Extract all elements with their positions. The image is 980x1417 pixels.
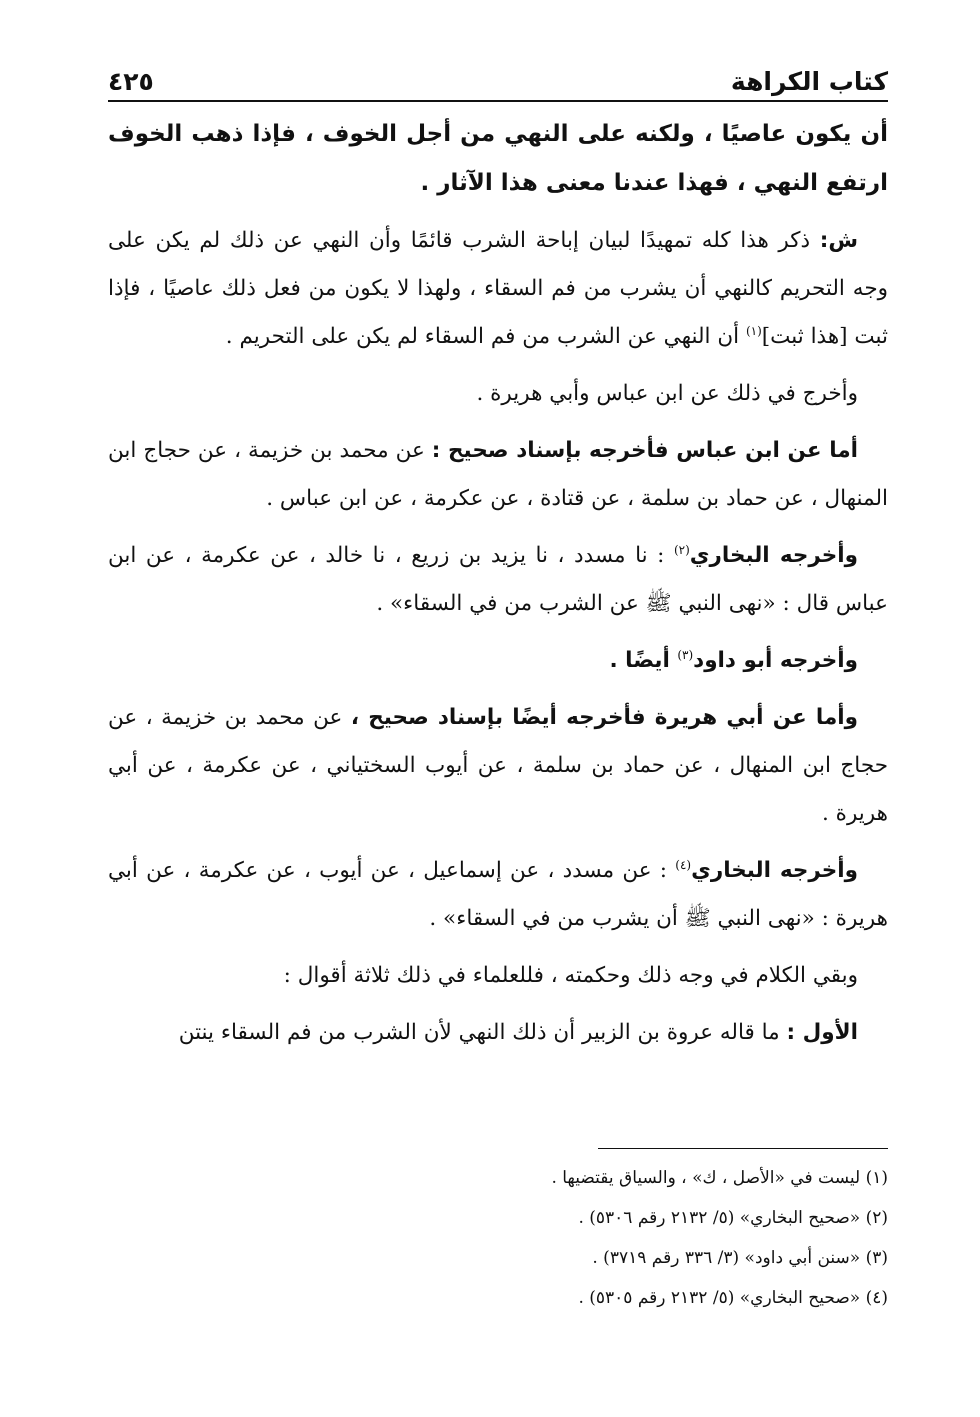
paragraph-7 bbox=[108, 694, 888, 838]
paragraph-7-text: عن محمد بن خزيمة ، عن حجاج ابن المنهال ، عن حماد بن سلمة ، عن أيوب السختياني ، عن عكرمة ، عن أبي هريرة . bbox=[108, 705, 888, 826]
footnote-2: (٢) «صحيح البخاري» (٥/ ٢١٣٢ رقم ٥٣٠٦) . bbox=[578, 1208, 888, 1228]
footnote-3: (٣) «سنن أبي داود» (٣/ ٣٣٦ رقم ٣٧١٩) . bbox=[592, 1248, 888, 1268]
paragraph-1: أن يكون عاصيًا ، ولكنه على النهي من أجل الخوف ، فإذا ذهب الخوف ارتفع النهي ، فهذا عندنا معنى هذا الآثار . bbox=[108, 121, 888, 196]
paragraph-6-lead: وأخرجه أبو داود bbox=[693, 648, 858, 673]
paragraph-8 bbox=[108, 847, 888, 943]
footnote-ref-3: (٣) bbox=[677, 647, 694, 662]
paragraph-9: وبقي الكلام في وجه ذلك وحكمته ، فللعلماء في ذلك ثلاثة أقوال : bbox=[283, 963, 858, 988]
paragraph-5-text: : نا مسدد ، نا يزيد بن زريع ، نا خالد ، عن عكرمة ، عن ابن عباس قال : «نهى النبي ﷺ عن الشرب من في السقاء» . bbox=[108, 543, 888, 616]
footnote-ref-2: (٢) bbox=[673, 542, 690, 557]
footnote-4: (٤) «صحيح البخاري» (٥/ ٢١٣٢ رقم ٥٣٠٥) . bbox=[578, 1288, 888, 1308]
paragraph-2 bbox=[108, 217, 888, 361]
paragraph-6-tail: أيضًا . bbox=[609, 648, 678, 673]
paragraph-5 bbox=[108, 532, 888, 628]
paragraph-4-lead: أما عن ابن عباس فأخرجه بإسناد صحيح : bbox=[431, 438, 858, 463]
footnote-separator bbox=[598, 1148, 888, 1149]
paragraph-8-text: : عن مسدد ، عن إسماعيل ، عن أيوب ، عن عكرمة ، عن أبي هريرة : «نهى النبي ﷺ أن يشرب من في السقاء» . bbox=[108, 858, 888, 931]
paragraph-8-lead: وأخرجه البخاري bbox=[691, 858, 858, 883]
paragraph-2-lead: ش: bbox=[819, 228, 858, 253]
paragraph-3: وأخرج في ذلك عن ابن عباس وأبي هريرة . bbox=[476, 381, 858, 406]
page-header bbox=[108, 52, 888, 96]
footnote-1: (١) ليست في «الأصل ، ك» ، والسياق يقتضيها . bbox=[551, 1168, 888, 1188]
footnotes bbox=[288, 1158, 888, 1318]
running-title: كتاب الكراهة bbox=[730, 67, 888, 96]
paragraph-10 bbox=[108, 1009, 888, 1057]
paragraph-7-lead: وأما عن أبي هريرة فأخرجه أيضًا بإسناد صحيح ، bbox=[350, 705, 858, 730]
footnote-ref-1: (١) bbox=[745, 323, 762, 338]
book-page bbox=[108, 52, 888, 1057]
paragraph-4 bbox=[108, 427, 888, 523]
paragraph-4-text: عن محمد بن خزيمة ، عن حجاج ابن المنهال ، عن حماد بن سلمة ، عن قتادة ، عن عكرمة ، عن ابن عباس . bbox=[108, 438, 888, 511]
paragraph-5-lead: وأخرجه البخاري bbox=[689, 543, 858, 568]
paragraph-6 bbox=[108, 637, 888, 685]
footnote-ref-4: (٤) bbox=[675, 857, 692, 872]
paragraph-2-tail: أن النهي عن الشرب من فم السقاء لم يكن على التحريم . bbox=[225, 324, 746, 349]
page-body bbox=[108, 110, 888, 1057]
page-number: ٤٢٥ bbox=[108, 67, 154, 96]
paragraph-10-text: ما قاله عروة بن الزبير أن ذلك النهي لأن الشرب من فم السقاء ينتن bbox=[178, 1020, 787, 1045]
header-rule bbox=[108, 100, 888, 102]
paragraph-10-lead: الأول : bbox=[786, 1020, 858, 1045]
paragraph-2-text: ذكر هذا كله تمهيدًا لبيان إباحة الشرب قائمًا وأن النهي عن ذلك لم يكن على وجه التحريم كالنهي أن يشرب من فم السقاء ، ولهذا لا يكون من فعل ذلك عاصيًا ، فإذا ثبت [هذا ثبت] bbox=[108, 228, 888, 349]
